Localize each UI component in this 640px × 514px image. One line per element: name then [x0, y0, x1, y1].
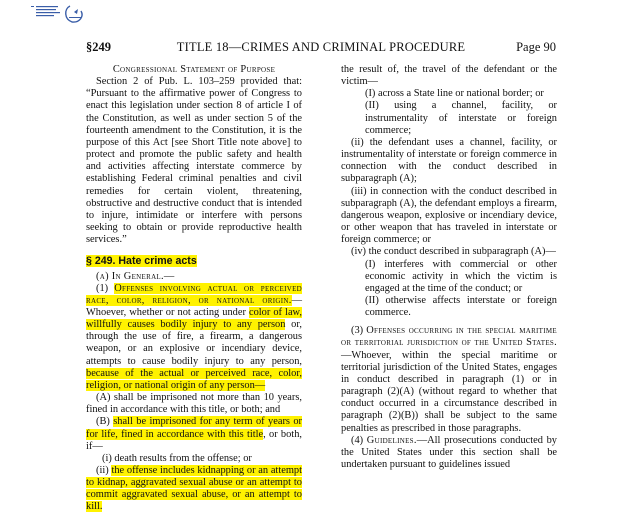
subparagraph-a1B-highlight: shall be imprisoned for any term of years or for life, fined in accordance with this title: [86, 416, 302, 440]
subclause-I-across: (I) across a State line or national border; or: [365, 88, 544, 100]
paragraph-3-title: Offenses occurring in the special maritime or territorial jurisdiction of the United States.: [341, 325, 557, 349]
paragraph-a1-highlight-2: because of the actual or perceived race, color, religion, or national origin of any person—: [86, 367, 302, 391]
header-title: TITLE 18—CRIMES AND CRIMINAL PROCEDURE: [176, 40, 466, 54]
subsection-a-heading: (a) In General.—: [96, 270, 175, 282]
paragraph-a1-highlight-1: color of law, willfully causes bodily injury to any person: [86, 306, 302, 331]
clause-a1Bii-label: (ii): [96, 465, 112, 476]
left-column: [86, 64, 302, 514]
paragraph-4-label: (4): [351, 434, 367, 446]
subparagraph-a1A: (A) shall be imprisoned not more than 10 years, fined in accordance with this title, or both; and: [86, 392, 302, 416]
subparagraph-a1B-label: (B): [96, 416, 114, 428]
clause-iii: (iii) in connection with the conduct described in subparagraph (A), the defendant employs a firearm, dangerous weapon, explosive or incendiary device, or other weapon that has traveled in interstate or foreign commerce; or: [341, 185, 557, 246]
gpo-authenticated-seal-icon: [30, 3, 94, 25]
paragraph-4-text: —All prosecutions conducted by the United States under this section shall be undertaken pursuant to guidelines issued: [341, 434, 557, 470]
clause-ii: (ii) the defendant uses a channel, facility, or instrumentality of interstate or foreign commerce in connection with the conduct described in subparagraph (A);: [341, 136, 557, 185]
paragraph-a1: [86, 283, 302, 392]
paragraph-a1-text-1: —Whoever, whether or not acting under: [86, 294, 302, 318]
clause-iv: (iv) the conduct described in subparagraph (A)—: [351, 246, 556, 258]
paragraph-a1-label: (1): [96, 282, 115, 294]
purpose-heading: Congressional Statement of Purpose: [112, 64, 276, 75]
paragraph-4-title: Guidelines.: [366, 434, 417, 446]
paragraph-3: [341, 325, 557, 434]
running-header: [86, 40, 556, 54]
paragraph-3-label: (3): [351, 325, 367, 337]
paragraph-a1-text-2: or, through the use of fire, a firearm, a dangerous weapon, or an explosive or incendiary device, attempts to cause bodily injury to any person,: [86, 319, 303, 367]
section-heading: [86, 255, 302, 267]
continued-text: the result of, the travel of the defendant or the victim—: [341, 64, 557, 88]
right-column: [341, 64, 557, 471]
subclause-iv-II: (II) otherwise affects interstate or foreign commerce.: [365, 294, 557, 319]
paragraph-a1-title: Offenses involving actual or perceived race, color, religion, or national origin.: [86, 282, 302, 306]
paragraph-3-text: —Whoever, within the special maritime or territorial jurisdiction of the United States, engages in conduct described in paragraph (1) or in paragraph (2)(A) (without regard to whether that conduct occurred in a circumstance described in paragraph (2)(B)) shall be subject to the same penalties as prescribed in those paragraphs.: [341, 349, 557, 434]
section-heading-text: § 249. Hate crime acts: [86, 255, 197, 268]
header-page-number: Page 90: [516, 40, 556, 54]
clause-a1Bii-highlight: the offense includes kidnapping or an attempt to kidnap, aggravated sexual abuse or an attempt to commit aggravated sexual abuse, or an attempt to kill.: [86, 465, 302, 513]
purpose-paragraph: Section 2 of Pub. L. 103–259 provided that: “Pursuant to the affirmative power of Congress to enact this legislation under section 8 of article I of the Constitution, as well as under section 5 of the fourteenth amendment to the Constitution, it is the purpose of this Act [see Short Title note above] to protect and promote the public safety and health and activities affecting interstate commerce by establishing Federal criminal penalties and civil remedies for certain violent, threatening, obstructive and destructive conduct that is intended to injure, intimidate or interfere with persons seeking to obtain or provide reproductive health services.”: [86, 76, 302, 246]
header-section-number: §249: [86, 40, 111, 54]
subparagraph-a1B: [86, 416, 302, 452]
clause-a1Bii: [86, 465, 302, 514]
subclause-iv-I: (I) interferes with commercial or other economic activity in which the victim is engaged at the time of the conduct; or: [365, 258, 557, 294]
subparagraph-a1B-text: , or both, if—: [86, 428, 302, 452]
subclause-II-channel: (II) using a channel, facility, or instrumentality of interstate or foreign commerce;: [365, 100, 557, 136]
paragraph-4: [341, 435, 557, 471]
clause-a1Bi: (i) death results from the offense; or: [102, 452, 252, 464]
